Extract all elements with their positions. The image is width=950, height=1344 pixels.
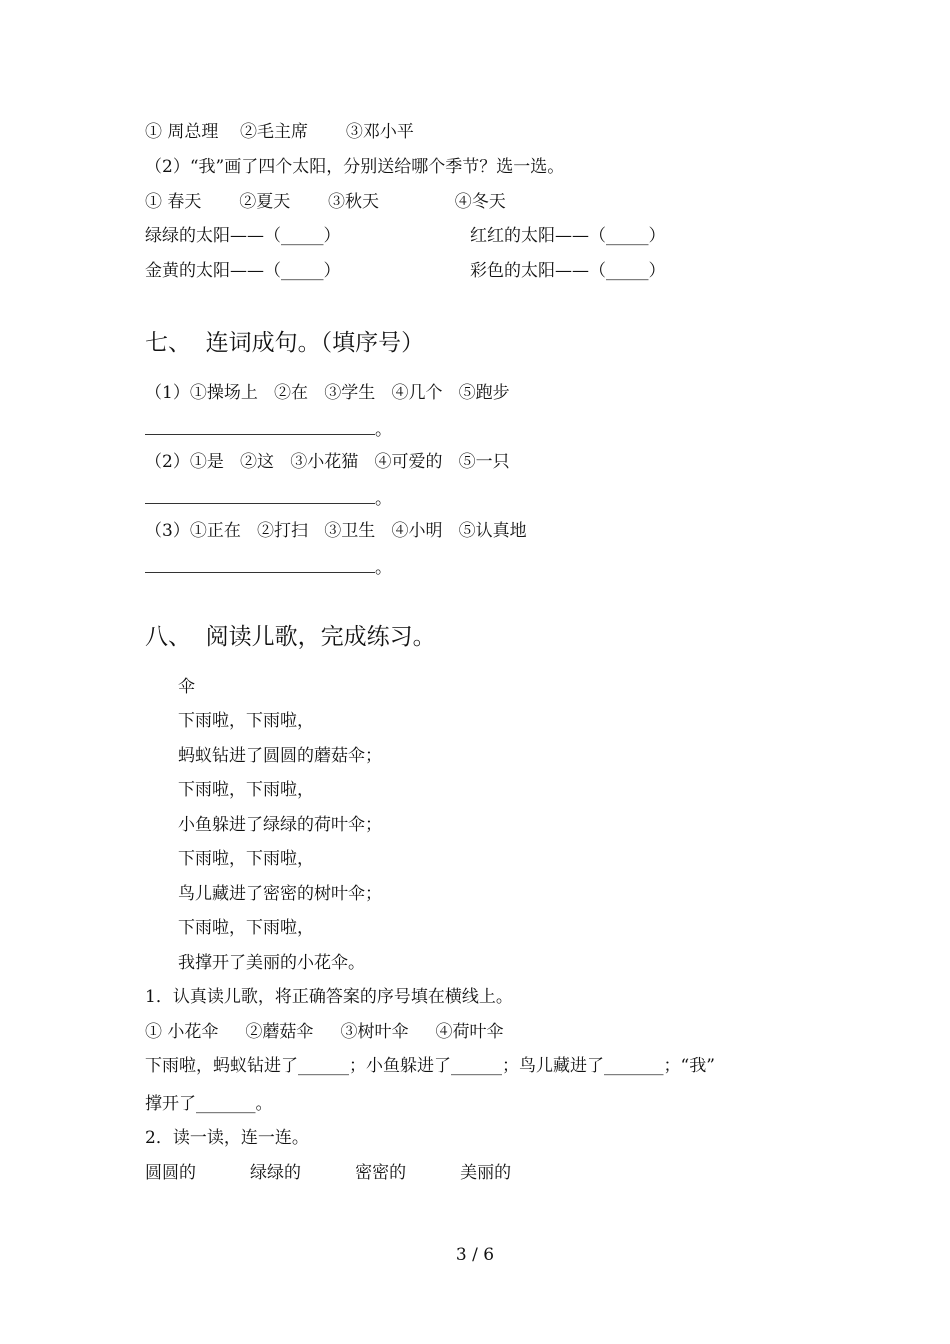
fill-in-line-1: 下雨啦，蚂蚁钻进了______；小鱼躲进了______；鸟儿藏进了_______；“我” (145, 1056, 715, 1076)
period: 。 (375, 489, 392, 509)
poem-line: 下雨啦，下雨啦， (178, 711, 314, 731)
question-2: （2）“我”画了四个太阳，分别送给哪个季节？选一选。 (145, 157, 565, 177)
section-7-heading: 七、 连词成句。（填序号） (145, 330, 425, 356)
fill-in-line-2: 撑开了_______。 (145, 1094, 273, 1114)
red-sun-line: 红红的太阳——（_____） (470, 226, 666, 246)
leader-choices: ① 周总理 ②毛主席 ③邓小平 (145, 122, 414, 142)
poem-line: 鸟儿藏进了密密的树叶伞； (178, 884, 382, 904)
poem-line: 下雨啦，下雨啦， (178, 849, 314, 869)
poem-line: 蚂蚁钻进了圆圆的蘑菇伞； (178, 746, 382, 766)
green-sun-line: 绿绿的太阳——（_____） (145, 226, 341, 246)
poem-line: 我撑开了美丽的小花伞。 (178, 953, 365, 973)
color-sun-line: 彩色的太阳——（_____） (470, 261, 666, 281)
answer-line-2 (145, 489, 392, 508)
golden-sun-line: 金黄的太阳——（_____） (145, 261, 341, 281)
period: 。 (375, 558, 392, 578)
period: 。 (375, 420, 392, 440)
answer-blank[interactable] (145, 558, 375, 573)
answer-line-3 (145, 558, 392, 577)
poem-line: 下雨啦，下雨啦， (178, 780, 314, 800)
sentence-item-2: （2）①是 ②这 ③小花猫 ④可爱的 ⑤一只 (145, 452, 510, 472)
poem-title: 伞 (178, 677, 195, 697)
poem-line: 下雨啦，下雨啦， (178, 918, 314, 938)
answer-line-1 (145, 420, 392, 439)
exercise-1-prompt: 1．认真读儿歌，将正确答案的序号填在横线上。 (145, 987, 513, 1007)
page-number: 3 / 6 (455, 1245, 495, 1265)
season-choices: ① 春天 ②夏天 ③秋天 ④冬天 (145, 192, 506, 212)
section-8-heading: 八、 阅读儿歌，完成练习。 (145, 624, 436, 650)
exercise-2-prompt: 2．读一读，连一连。 (145, 1128, 309, 1148)
sentence-item-1: （1）①操场上 ②在 ③学生 ④几个 ⑤跑步 (145, 383, 510, 403)
sentence-item-3: （3）①正在 ②打扫 ③卫生 ④小明 ⑤认真地 (145, 521, 527, 541)
matching-words: 圆圆的 绿绿的 密密的 美丽的 (145, 1163, 512, 1183)
poem-line: 小鱼躲进了绿绿的荷叶伞； (178, 815, 382, 835)
answer-blank[interactable] (145, 420, 375, 435)
answer-blank[interactable] (145, 489, 375, 504)
umbrella-choices: ① 小花伞 ②蘑菇伞 ③树叶伞 ④荷叶伞 (145, 1022, 504, 1042)
